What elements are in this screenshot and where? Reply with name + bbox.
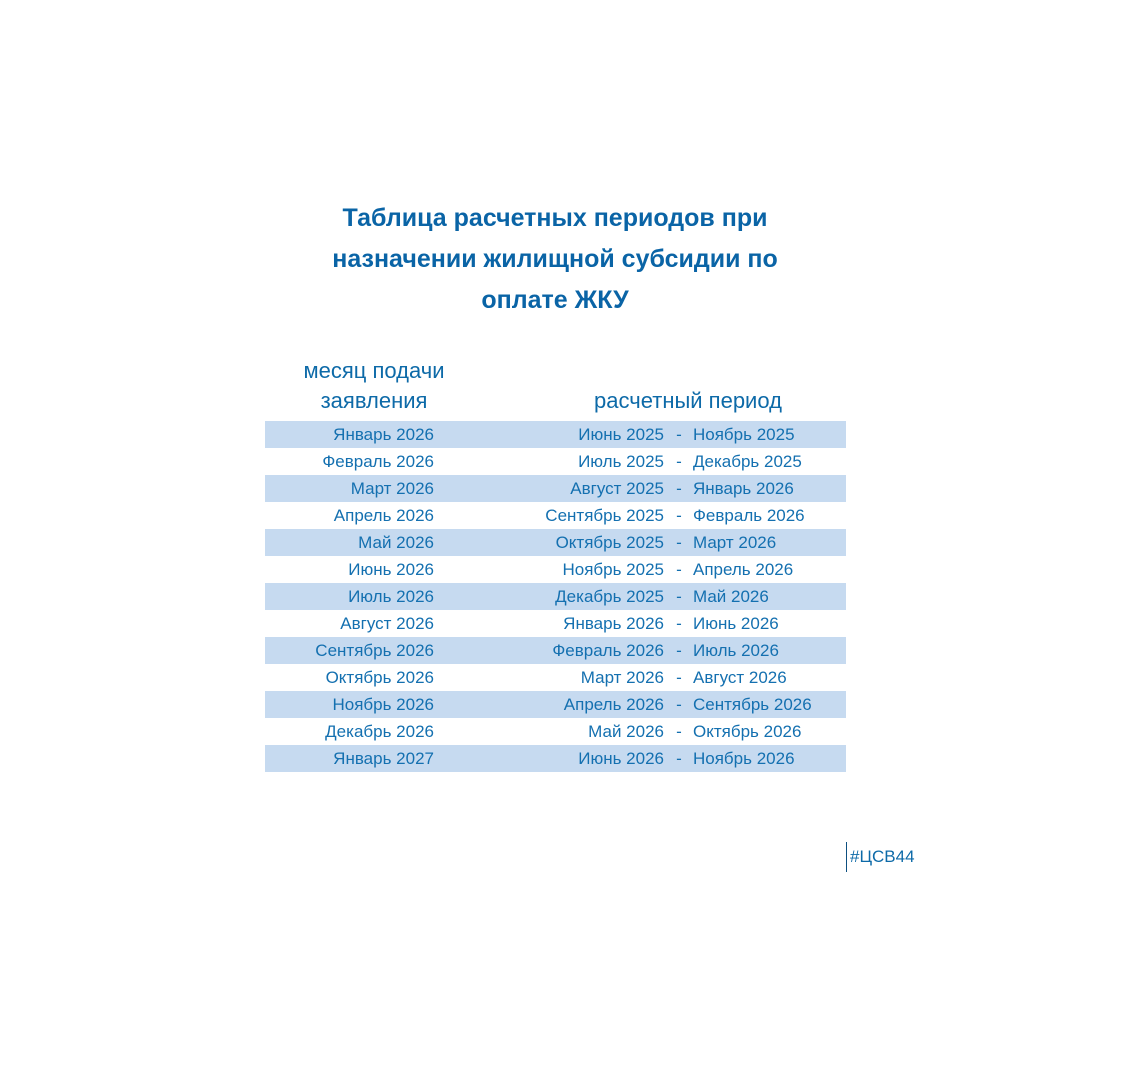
period-dash: - [676,749,682,768]
table-row [265,718,846,745]
period-dash: - [676,641,682,660]
period-end-cell: Март 2026 [693,533,777,552]
period-end-cell: Сентябрь 2026 [693,695,812,714]
period-end-cell: Февраль 2026 [693,506,805,525]
title-line-1: Таблица расчетных периодов при [342,204,768,232]
period-dash: - [676,452,682,471]
period-start-cell: Февраль 2026 [552,641,664,660]
period-start-cell: Сентябрь 2025 [545,506,664,525]
title-line-3: оплате ЖКУ [481,286,629,314]
month-cell: Октябрь 2026 [325,668,434,687]
period-end-cell: Июль 2026 [693,641,779,660]
period-end-cell: Май 2026 [693,587,769,606]
period-end-cell: Октябрь 2026 [693,722,802,741]
column-header-month [265,356,483,416]
table-row [265,583,846,610]
period-start-cell: Ноябрь 2025 [562,560,664,579]
month-cell: Август 2026 [340,614,434,633]
period-start-cell: Январь 2026 [563,614,664,633]
period-dash: - [676,479,682,498]
table-row [265,556,846,583]
column-header-month-line-1: месяц подачи [303,358,445,383]
period-dash: - [676,668,682,687]
month-cell: Январь 2026 [333,425,434,444]
month-cell: Апрель 2026 [333,506,434,525]
period-dash: - [676,695,682,714]
month-cell: Январь 2027 [333,749,434,768]
month-cell: Март 2026 [350,479,434,498]
period-start-cell: Июнь 2026 [578,749,664,768]
title-line-2: назначении жилищной субсидии по [332,245,778,273]
period-end-cell: Декабрь 2025 [693,452,802,471]
column-header-period: расчетный период [594,388,782,413]
period-start-cell: Август 2025 [570,479,664,498]
period-dash: - [676,506,682,525]
period-end-cell: Июнь 2026 [693,614,779,633]
period-start-cell: Октябрь 2025 [555,533,664,552]
table-row [265,745,846,772]
period-end-cell: Ноябрь 2025 [693,425,795,444]
period-end-cell: Август 2026 [693,668,787,687]
column-header-month-line-2: заявления [320,388,428,413]
month-cell: Декабрь 2026 [325,722,434,741]
table-row [265,529,846,556]
period-dash: - [676,533,682,552]
period-start-cell: Май 2026 [588,722,664,741]
table-row [265,448,846,475]
period-start-cell: Декабрь 2025 [555,587,664,606]
month-cell: Июнь 2026 [348,560,434,579]
month-cell: Май 2026 [358,533,434,552]
month-cell: Сентябрь 2026 [315,641,434,660]
period-dash: - [676,425,682,444]
period-dash: - [676,587,682,606]
period-start-cell: Июль 2025 [578,452,664,471]
period-end-cell: Январь 2026 [693,479,794,498]
period-start-cell: Июнь 2025 [578,425,664,444]
period-end-cell: Апрель 2026 [693,560,794,579]
table-row [265,610,846,637]
period-start-cell: Апрель 2026 [563,695,664,714]
document-title [265,198,845,321]
period-dash: - [676,722,682,741]
table-row [265,475,846,502]
period-dash: - [676,614,682,633]
table-row [265,637,846,664]
month-cell: Ноябрь 2026 [332,695,434,714]
table-row [265,691,846,718]
table-row [265,421,846,448]
period-start-cell: Март 2026 [580,668,664,687]
month-cell: Июль 2026 [348,587,434,606]
table-row [265,664,846,691]
month-cell: Февраль 2026 [322,452,434,471]
hashtag: #ЦСВ44 [846,842,915,872]
period-dash: - [676,560,682,579]
periods-table [265,421,846,772]
period-end-cell: Ноябрь 2026 [693,749,795,768]
table-row [265,502,846,529]
